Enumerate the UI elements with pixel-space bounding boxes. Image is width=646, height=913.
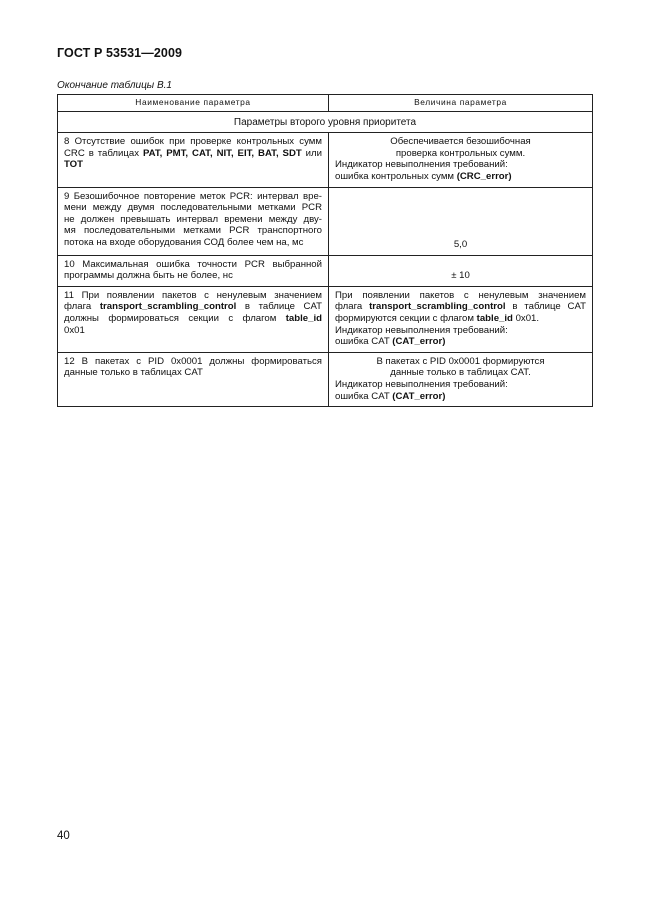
table-caption: Окончание таблицы В.1 — [57, 80, 172, 91]
param-value-cell — [329, 286, 593, 352]
page-number: 40 — [57, 830, 70, 842]
cell-line: Индикатор невыполнения требований: — [335, 324, 508, 336]
cell-line: формируются секции с флагом table_id 0x01. — [335, 312, 540, 324]
cell-line: При появлении пакетов с ненулевым значением — [335, 289, 586, 301]
cell-line: CRC в таблицах PAT, PMT, CAT, NIT, EIT, BAT, SDT или — [64, 147, 322, 159]
param-value-cell: 5,0 — [329, 187, 593, 255]
document-header: ГОСТ Р 53531—2009 — [57, 46, 183, 60]
cell-line: проверка контрольных сумм. — [395, 147, 526, 159]
cell-line: TOT — [64, 159, 84, 171]
cell-line: 8 Отсутствие ошибок при проверке контрольных сумм — [64, 136, 322, 148]
table-row — [58, 187, 593, 255]
param-name-cell — [58, 352, 329, 406]
cell-line: мя последовательными метками PCR транспортного — [64, 225, 322, 237]
parameters-table — [57, 94, 593, 407]
cell-line: флага transport_scrambling_control в таблице CAT — [64, 301, 322, 313]
cell-line: 9 Безошибочное повторение меток PCR: интервал вре- — [64, 190, 322, 202]
cell-line: мени между двумя последовательными метками PCR — [64, 202, 322, 214]
param-name-cell — [58, 133, 329, 187]
cell-line: должны формироваться секции с флагом table_id — [64, 312, 322, 324]
column-header-name: Наименование параметра — [58, 95, 329, 112]
section-row — [58, 111, 593, 133]
cell-line: ошибка CAT (CAT_error) — [335, 336, 446, 348]
cell-line: Обеспечивается безошибочная — [390, 136, 531, 148]
param-value-cell: ± 10 — [329, 255, 593, 286]
cell-line: Индикатор невыполнения требований: — [335, 378, 508, 390]
cell-line: ошибка CAT (CAT_error) — [335, 390, 446, 402]
table-row — [58, 133, 593, 187]
cell-line: В пакетах с PID 0x0001 формируются — [376, 355, 545, 367]
cell-line: ошибка контрольных сумм (CRC_error) — [335, 170, 512, 182]
table-row — [58, 352, 593, 406]
param-name-cell — [58, 255, 329, 286]
param-name-cell — [58, 187, 329, 255]
cell-line: данные только в таблицах CAT — [64, 367, 203, 379]
table-header-row — [58, 95, 593, 112]
param-value-cell — [329, 352, 593, 406]
cell-line: 10 Максимальная ошибка точности PCR выбранной — [64, 258, 322, 270]
table-row — [58, 286, 593, 352]
param-name-cell — [58, 286, 329, 352]
table-row — [58, 255, 593, 286]
cell-line: 11 При появлении пакетов с ненулевым значением — [64, 289, 322, 301]
section-title: Параметры второго уровня приоритета — [58, 111, 593, 133]
param-value-cell — [329, 133, 593, 187]
cell-line: потока на входе оборудования СОД более чем на, мс — [64, 236, 304, 248]
cell-line: флага transport_scrambling_control в таблице CAT — [335, 301, 586, 313]
cell-line: 0x01 — [64, 324, 85, 336]
cell-line: данные только в таблицах CAT. — [390, 367, 531, 379]
column-header-value: Величина параметра — [329, 95, 593, 112]
cell-line: программы должна быть не более, нс — [64, 270, 233, 282]
cell-line: не должен превышать интервал времени между дву- — [64, 213, 322, 225]
cell-line: 12 В пакетах с PID 0x0001 должны формироваться — [64, 355, 322, 367]
cell-line: Индикатор невыполнения требований: — [335, 159, 508, 171]
